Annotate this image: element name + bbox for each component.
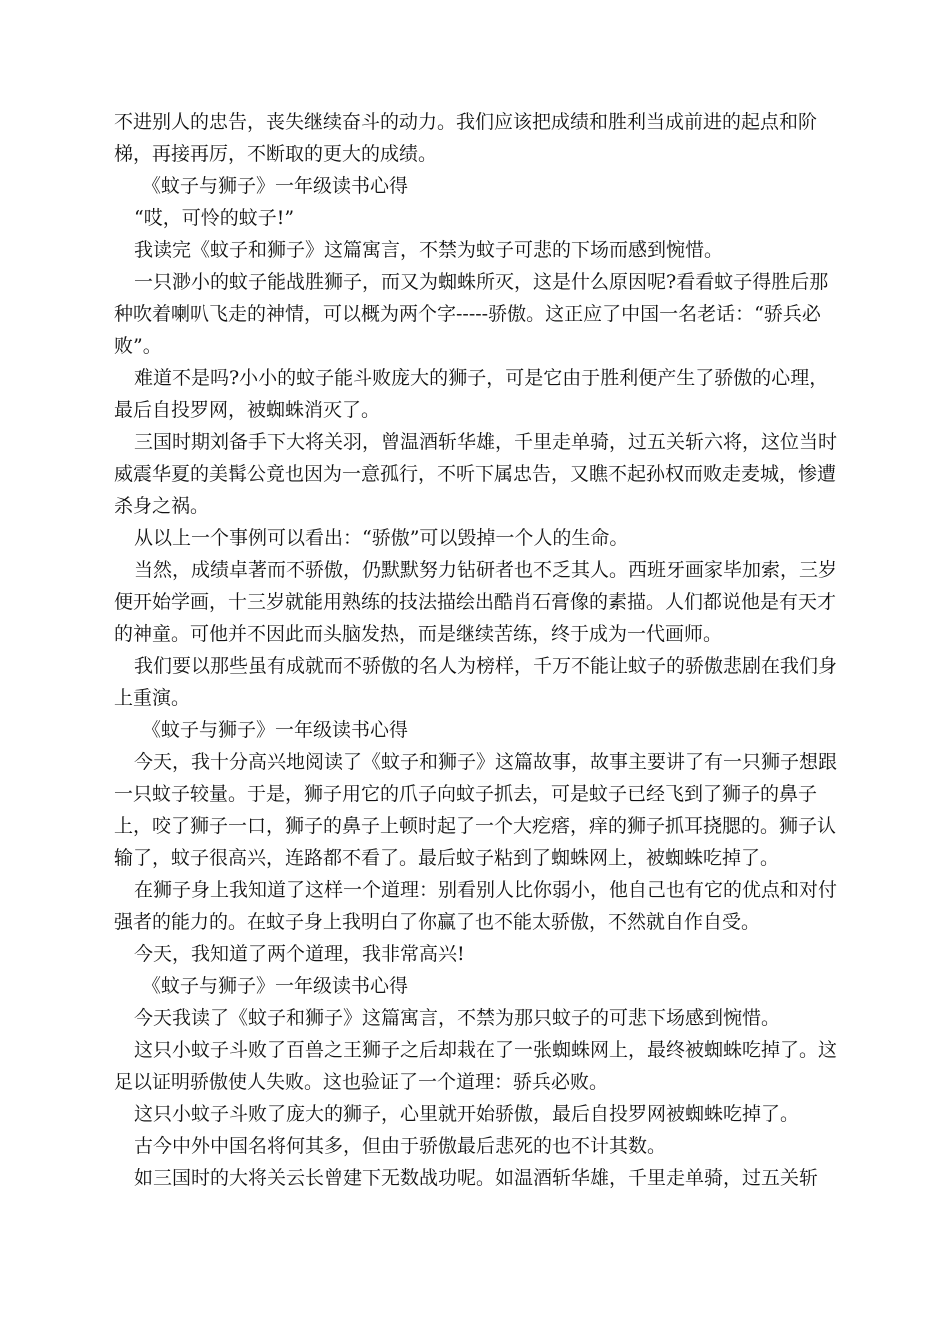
paragraph: 我们要以那些虽有成就而不骄傲的名人为榜样，千万不能让蚊子的骄傲悲剧在我们身上重演。 <box>114 655 838 709</box>
paragraph: 今天我读了《蚊子和狮子》这篇寓言，不禁为那只蚊子的可悲下场感到惋惜。 <box>134 1007 781 1029</box>
paragraph: 难道不是吗?小小的蚊子能斗败庞大的狮子，可是它由于胜利便产生了骄傲的心理，最后自投罗网，被蜘蛛消灭了。 <box>114 367 829 421</box>
paragraph: 这只小蚊子斗败了百兽之王狮子之后却栽在了一张蜘蛛网上，最终被蜘蛛吃掉了。这足以证明骄傲使人失败。这也验证了一个道理：骄兵必败。 <box>114 1039 838 1093</box>
paragraph: 这只小蚊子斗败了庞大的狮子，心里就开始骄傲，最后自投罗网被蜘蛛吃掉了。 <box>134 1103 800 1125</box>
paragraph: 一只渺小的蚊子能战胜狮子，而又为蜘蛛所灭，这是什么原因呢?看看蚊子得胜后那种吹着喇叭飞走的神情，可以概为两个字-----骄傲。这正应了中国一名老话：“骄兵必败”。 <box>114 271 829 357</box>
paragraph: 在狮子身上我知道了这样一个道理：别看别人比你弱小，他自己也有它的优点和对付强者的能力的。在蚊子身上我明白了你赢了也不能太骄傲，不然就自作自受。 <box>114 879 838 933</box>
section-title: 《蚊子与狮子》一年级读书心得 <box>142 975 409 997</box>
paragraph: 我读完《蚊子和狮子》这篇寓言，不禁为蚊子可悲的下场而感到惋惜。 <box>134 239 724 261</box>
section-title: 《蚊子与狮子》一年级读书心得 <box>142 175 409 197</box>
paragraph: 当然，成绩卓著而不骄傲，仍默默努力钻研者也不乏其人。西班牙画家毕加索，三岁便开始学画，十三岁就能用熟练的技法描绘出酷肖石膏像的素描。人们都说他是有天才的神童。可他并不因此而头脑发热，而是继续苦练，终于成为一代画师。 <box>114 559 838 645</box>
paragraph: 不进别人的忠告，丧失继续奋斗的动力。我们应该把成绩和胜利当成前进的起点和阶梯，再接再厉，不断取的更大的成绩。 <box>114 111 818 165</box>
paragraph: 古今中外中国名将何其多，但由于骄傲最后悲死的也不计其数。 <box>134 1135 667 1157</box>
paragraph: 如三国时的大将关云长曾建下无数战功呢。如温酒斩华雄，千里走单骑，过五关斩 <box>134 1167 819 1189</box>
section-title: 《蚊子与狮子》一年级读书心得 <box>142 719 409 741</box>
paragraph: 今天，我十分高兴地阅读了《蚊子和狮子》这篇故事，故事主要讲了有一只狮子想跟一只蚊子较量。于是，狮子用它的爪子向蚊子抓去，可是蚊子已经飞到了狮子的鼻子上，咬了狮子一口，狮子的鼻子上顿时起了一个大疙瘩，痒的狮子抓耳挠腮的。狮子认输了，蚊子很高兴，连路都不看了。最后蚊子粘到了蜘蛛网上，被蜘蛛吃掉了。 <box>114 751 838 869</box>
paragraph: 今天，我知道了两个道理，我非常高兴! <box>134 943 465 965</box>
paragraph: 三国时期刘备手下大将关羽，曾温酒斩华雄，千里走单骑，过五关斩六将，这位当时威震华夏的美髯公竟也因为一意孤行，不听下属忠告，又瞧不起孙权而败走麦城，惨遭杀身之祸。 <box>114 431 838 517</box>
paragraph: “哎，可怜的蚊子!” <box>134 207 295 229</box>
document-page <box>114 106 838 1194</box>
paragraph: 从以上一个事例可以看出：“骄傲”可以毁掉一个人的生命。 <box>134 527 629 549</box>
